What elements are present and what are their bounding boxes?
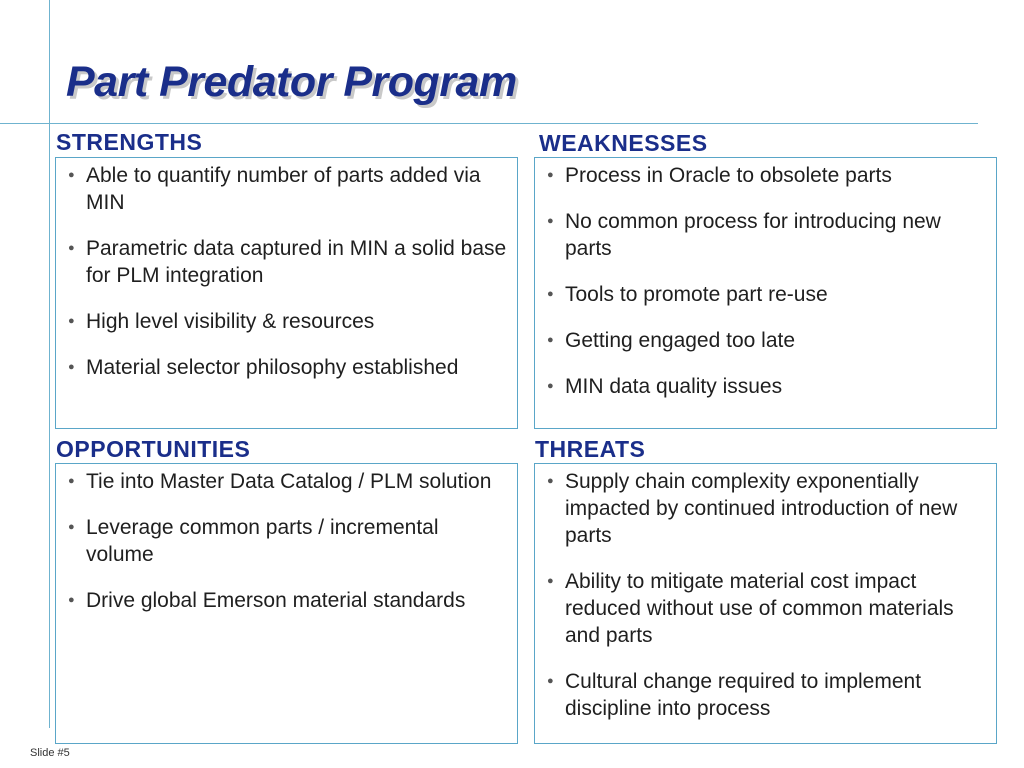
bullet-icon: ● bbox=[547, 169, 554, 181]
weaknesses-item bbox=[543, 281, 986, 308]
weaknesses-item bbox=[543, 373, 986, 400]
opportunities-item-text: Drive global Emerson material standards bbox=[86, 589, 466, 612]
strengths-item bbox=[64, 235, 507, 289]
strengths-item-text: Able to quantify number of parts added via MIN bbox=[86, 164, 481, 214]
strengths-heading: STRENGTHS bbox=[56, 129, 203, 155]
opportunities-list bbox=[64, 468, 507, 614]
opportunities-item bbox=[64, 468, 507, 495]
bullet-icon: ● bbox=[547, 575, 554, 587]
threats-item bbox=[543, 668, 986, 722]
vertical-rule bbox=[49, 0, 50, 728]
weaknesses-item-text: Process in Oracle to obsolete parts bbox=[565, 164, 892, 187]
weaknesses-item-text: Getting engaged too late bbox=[565, 329, 796, 352]
weaknesses-item bbox=[543, 327, 986, 354]
threats-item bbox=[543, 568, 986, 649]
bullet-icon: ● bbox=[547, 475, 554, 487]
strengths-list bbox=[64, 162, 507, 381]
slide-title: Part Predator Program bbox=[66, 58, 517, 106]
bullet-icon: ● bbox=[68, 521, 75, 533]
weaknesses-item bbox=[543, 208, 986, 262]
bullet-icon: ● bbox=[547, 334, 554, 346]
bullet-icon: ● bbox=[68, 594, 75, 606]
strengths-item-text: High level visibility & resources bbox=[86, 310, 375, 333]
threats-item-text: Ability to mitigate material cost impact reduced without use of common materials and parts bbox=[565, 570, 954, 647]
strengths-item bbox=[64, 162, 507, 216]
strengths-item bbox=[64, 308, 507, 335]
threats-heading: THREATS bbox=[535, 436, 646, 462]
weaknesses-item bbox=[543, 162, 986, 189]
weaknesses-heading: WEAKNESSES bbox=[539, 130, 708, 156]
bullet-icon: ● bbox=[547, 380, 554, 392]
opportunities-item bbox=[64, 587, 507, 614]
opportunities-item-text: Tie into Master Data Catalog / PLM solution bbox=[86, 470, 492, 493]
weaknesses-box bbox=[534, 157, 997, 429]
weaknesses-item-text: MIN data quality issues bbox=[565, 375, 783, 398]
weaknesses-list bbox=[543, 162, 986, 400]
bullet-icon: ● bbox=[547, 215, 554, 227]
bullet-icon: ● bbox=[547, 675, 554, 687]
weaknesses-item-text: Tools to promote part re-use bbox=[565, 283, 828, 306]
bullet-icon: ● bbox=[68, 315, 75, 327]
bullet-icon: ● bbox=[68, 475, 75, 487]
threats-item-text: Cultural change required to implement discipline into process bbox=[565, 670, 922, 720]
horizontal-rule bbox=[0, 123, 978, 124]
opportunities-heading: OPPORTUNITIES bbox=[56, 436, 251, 462]
opportunities-item bbox=[64, 514, 507, 568]
bullet-icon: ● bbox=[68, 242, 75, 254]
opportunities-box bbox=[55, 463, 518, 744]
bullet-icon: ● bbox=[68, 361, 75, 373]
bullet-icon: ● bbox=[68, 169, 75, 181]
slide-number: Slide #5 bbox=[30, 747, 70, 759]
bullet-icon: ● bbox=[547, 288, 554, 300]
threats-item bbox=[543, 468, 986, 549]
strengths-item-text: Parametric data captured in MIN a solid base for PLM integration bbox=[86, 237, 507, 287]
strengths-item-text: Material selector philosophy established bbox=[86, 356, 459, 379]
threats-box bbox=[534, 463, 997, 744]
strengths-box bbox=[55, 157, 518, 429]
strengths-item bbox=[64, 354, 507, 381]
weaknesses-item-text: No common process for introducing new parts bbox=[565, 210, 941, 260]
threats-item-text: Supply chain complexity exponentially impacted by continued introduction of new parts bbox=[565, 470, 958, 547]
opportunities-item-text: Leverage common parts / incremental volume bbox=[86, 516, 439, 566]
threats-list bbox=[543, 468, 986, 722]
